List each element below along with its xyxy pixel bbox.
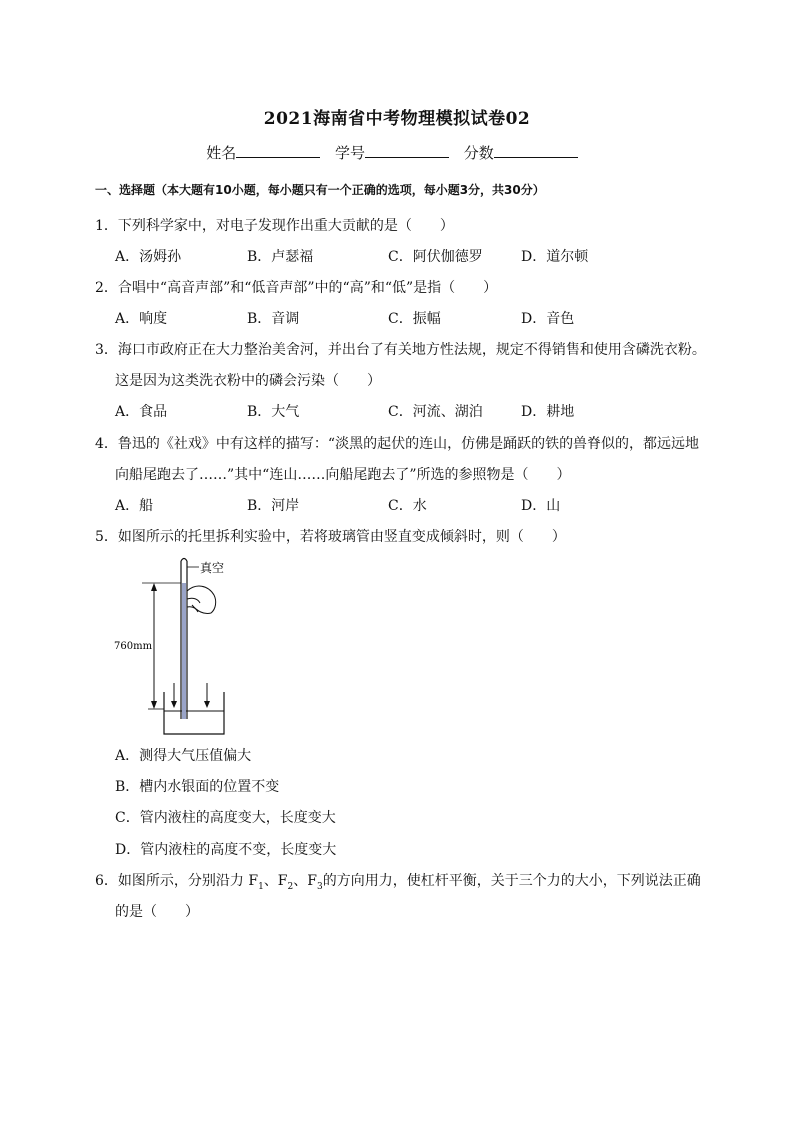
question-1-option-b[interactable]: B．卢瑟福 xyxy=(247,249,314,265)
question-6-stem-line-2: 的是（ ） xyxy=(115,904,199,920)
exam-title: 2021海南省中考物理模拟试卷02 xyxy=(263,109,531,129)
question-5-option-c[interactable]: C．管内液柱的高度变大，长度变大 xyxy=(115,810,336,826)
student-info-line xyxy=(0,142,794,163)
score-label: 分数 xyxy=(463,144,494,162)
name-blank[interactable] xyxy=(236,143,320,158)
question-1-option-d[interactable]: D．道尔顿 xyxy=(521,249,589,265)
question-6-stem-line-1: 6．如图所示，分别沿力 $F_1$、$F_2$、$F_3$的方向用力，使杠杆平衡，关于三个力的大小，下列说法正确 xyxy=(95,873,701,892)
question-2-option-b[interactable]: B．音调 xyxy=(247,311,300,327)
id-label: 学号 xyxy=(334,144,365,162)
id-blank[interactable] xyxy=(365,143,449,158)
question-4-option-b[interactable]: B．河岸 xyxy=(247,498,300,514)
section-heading: 一、选择题（本大题有10小题，每小题只有一个正确的选项，每小题3分，共30分） xyxy=(95,183,545,197)
question-4-stem-line-1: 4．鲁迅的《社戏》中有这样的描写：“淡黑的起伏的连山，仿佛是踊跃的铁的兽脊似的，都远远地 xyxy=(95,436,700,452)
pressure-arrow-left-head xyxy=(171,701,177,708)
torricelli-figure xyxy=(112,553,242,737)
question-3-stem-line-1: 3．海口市政府正在大力整治美舍河，并出台了有关地方性法规，规定不得销售和使用含磷洗衣粉。 xyxy=(95,342,706,358)
height-arrow-top xyxy=(151,583,157,591)
name-label: 姓名 xyxy=(206,144,237,162)
question-3-stem-line-2: 这是因为这类洗衣粉中的磷会污染（ ） xyxy=(115,373,381,389)
question-2-option-c[interactable]: C．振幅 xyxy=(388,311,441,327)
question-5-option-d[interactable]: D．管内液柱的高度不变，长度变大 xyxy=(115,842,337,858)
question-4-option-d[interactable]: D．山 xyxy=(521,498,561,514)
question-3-option-a[interactable]: A．食品 xyxy=(115,404,168,420)
question-5-option-a[interactable]: A．测得大气压值偏大 xyxy=(115,748,252,764)
question-3-option-b[interactable]: B．大气 xyxy=(247,404,300,420)
question-1-option-a[interactable]: A．汤姆孙 xyxy=(115,249,182,265)
glass-tube-top xyxy=(181,559,187,562)
hand-icon xyxy=(187,586,216,613)
question-2-stem: 2．合唱中“高音声部”和“低音声部”中的“高”和“低”是指（ ） xyxy=(95,280,498,296)
score-blank[interactable] xyxy=(494,143,578,158)
height-arrow-bottom xyxy=(151,701,157,709)
question-2-option-d[interactable]: D．音色 xyxy=(521,311,575,327)
question-4-option-a[interactable]: A．船 xyxy=(115,498,154,514)
question-2-option-a[interactable]: A．响度 xyxy=(115,311,168,327)
mercury-trough xyxy=(164,692,224,734)
question-3-option-d[interactable]: D．耕地 xyxy=(521,404,575,420)
question-1-option-c[interactable]: C．阿伏伽德罗 xyxy=(388,249,483,265)
height-label: 760mm xyxy=(114,641,153,652)
pressure-arrow-right-head xyxy=(204,701,210,708)
question-1-stem: 1．下列科学家中，对电子发现作出重大贡献的是（ ） xyxy=(95,218,454,234)
question-5-stem: 5．如图所示的托里拆利实验中，若将玻璃管由竖直变成倾斜时，则（ ） xyxy=(95,529,566,545)
question-3-option-c[interactable]: C．河流、湖泊 xyxy=(388,404,483,420)
question-4-stem-line-2: 向船尾跑去了……”其中“连山……向船尾跑去了”所选的参照物是（ ） xyxy=(115,467,571,483)
question-5-option-b[interactable]: B．槽内水银面的位置不变 xyxy=(115,779,280,795)
question-4-option-c[interactable]: C．水 xyxy=(388,498,427,514)
vacuum-label: 真空 xyxy=(200,561,225,575)
mercury-column xyxy=(182,583,186,719)
